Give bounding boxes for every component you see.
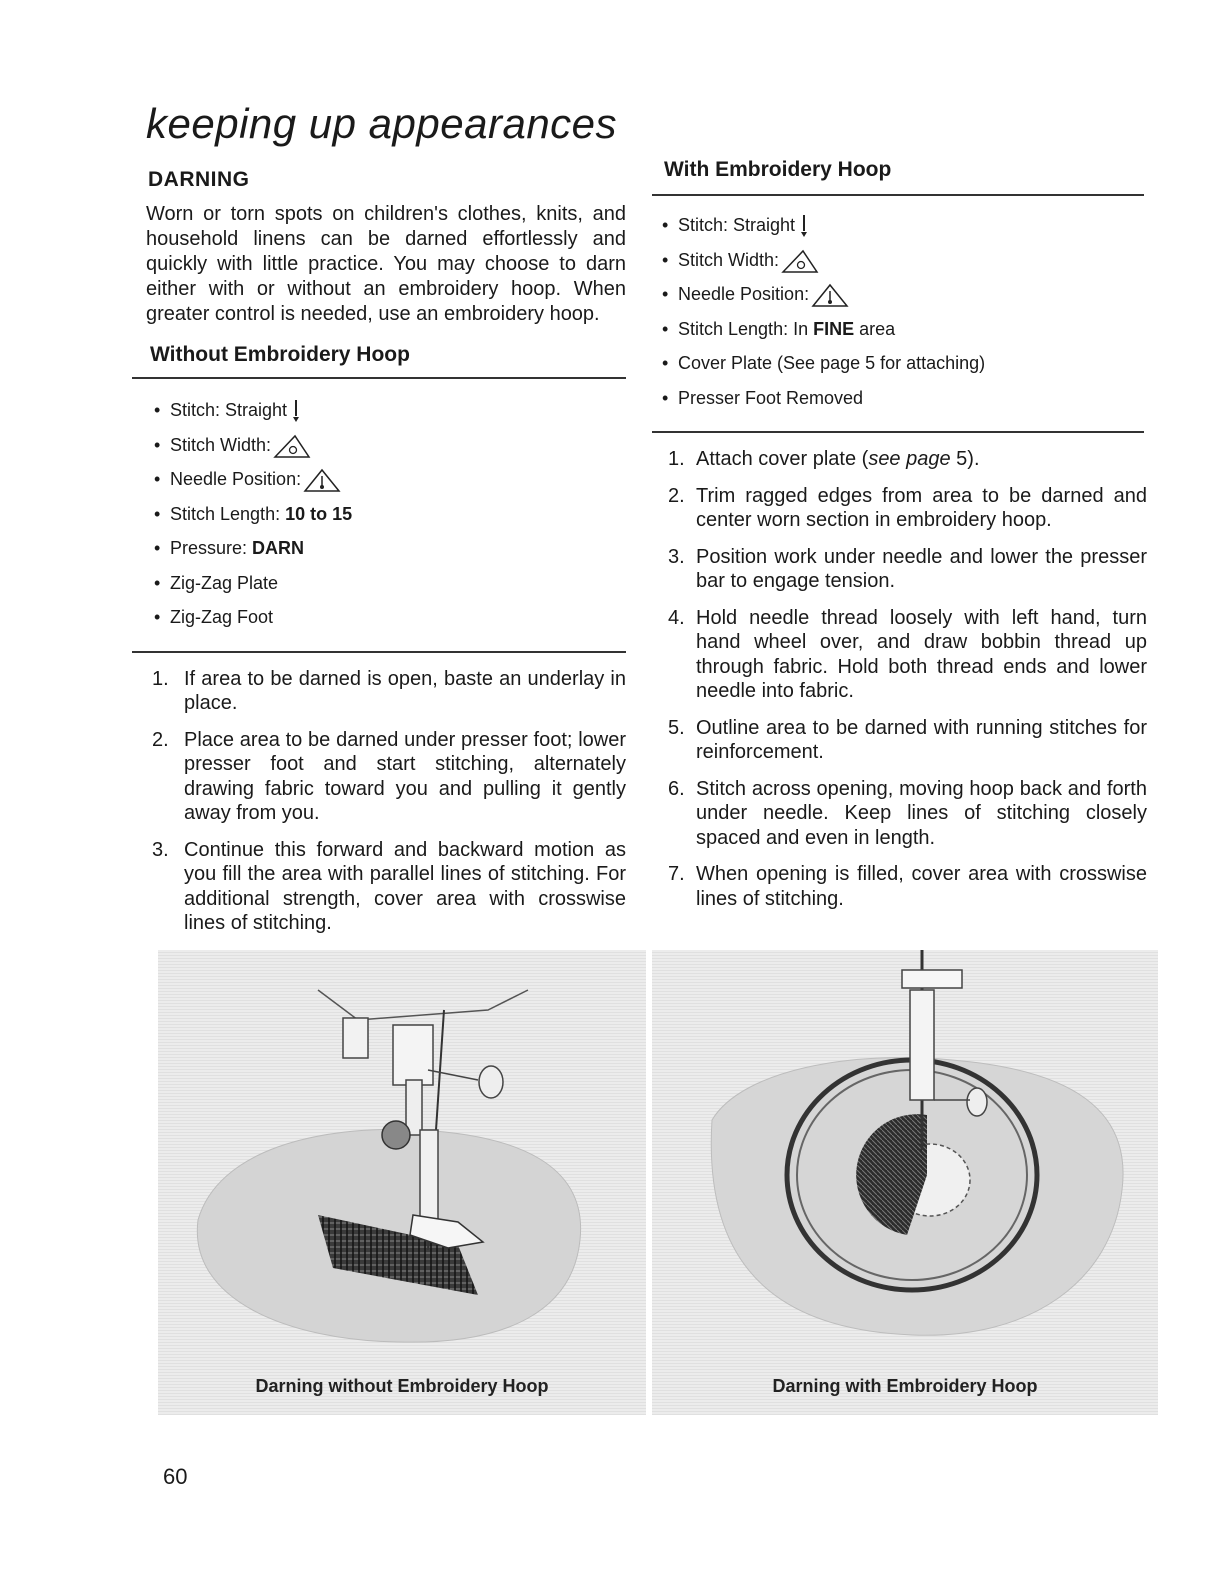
stitch-width-icon xyxy=(273,434,311,458)
setting-pressure: • Pressure: DARN xyxy=(154,538,305,558)
step-item: 5. Outline area to be darned with running stitches for reinforcement. xyxy=(668,716,1147,763)
needle-position-icon xyxy=(303,468,341,492)
step-item: 6. Stitch across opening, moving hoop back and forth under needle. Keep lines of stitching closely spaced and even in length. xyxy=(668,777,1147,849)
step-item: 1. Attach cover plate (see page 5). xyxy=(668,448,980,470)
right-column xyxy=(652,158,1147,923)
divider xyxy=(652,194,1144,196)
without-hoop-settings xyxy=(146,393,626,635)
setting-foot: • Presser Foot Removed xyxy=(662,387,864,408)
page-title: keeping up appearances xyxy=(146,100,618,147)
without-hoop-steps xyxy=(146,667,626,936)
figure-darning-without-hoop xyxy=(158,950,646,1415)
page-number: 60 xyxy=(163,1464,188,1489)
setting-width: • Stitch Width: xyxy=(662,243,1147,278)
setting-needle: • Needle Position: xyxy=(154,462,626,497)
divider xyxy=(132,651,626,653)
with-hoop-steps xyxy=(652,447,1147,911)
step-item: 2. Place area to be darned under presser foot; lower presser foot and start stitching, alternately drawing fabric toward you and pulling it gently away from you. xyxy=(152,728,626,824)
setting-cover-plate: • Cover Plate (See page 5 for attaching) xyxy=(662,353,986,373)
presser-foot-illustration xyxy=(158,950,646,1415)
step-item: 2. Trim ragged edges from area to be darned and center worn section in embroidery hoop. xyxy=(668,484,1147,531)
setting-needle: • Needle Position: xyxy=(662,277,1147,312)
divider xyxy=(652,431,1144,433)
embroidery-hoop-illustration xyxy=(652,950,1158,1415)
without-hoop-heading: Without Embroidery Hoop xyxy=(150,343,410,366)
straight-stitch-icon xyxy=(293,399,299,423)
left-column xyxy=(146,168,626,948)
step-item: 3. Continue this forward and backward motion as you fill the area with parallel lines of stitching. For additional strength, cover area with crosswise lines of stitching. xyxy=(152,838,626,934)
figure-caption: Darning with Embroidery Hoop xyxy=(772,1376,1038,1396)
step-item: 7. When opening is filled, cover area with crosswise lines of stitching. xyxy=(668,863,1147,910)
stitch-width-icon xyxy=(781,249,819,273)
straight-stitch-icon xyxy=(801,214,807,238)
step-item: 3. Position work under needle and lower the presser bar to engage tension. xyxy=(668,545,1147,592)
setting-stitch: • Stitch: Straight xyxy=(662,208,1147,243)
figure-caption: Darning without Embroidery Hoop xyxy=(255,1376,549,1396)
setting-stitch: • Stitch: Straight xyxy=(154,393,626,428)
setting-length: • Stitch Length: In FINE area xyxy=(662,318,896,339)
step-item: 4. Hold needle thread loosely with left hand, turn hand wheel over, and draw bobbin thread up through fabric. Hold both thread ends and lower needle into fabric. xyxy=(668,606,1147,702)
step-item: 1. If area to be darned is open, baste an underlay in place. xyxy=(152,667,626,714)
divider xyxy=(132,377,626,379)
with-hoop-heading: With Embroidery Hoop xyxy=(664,158,892,181)
setting-plate: • Zig-Zag Plate xyxy=(154,572,279,593)
needle-position-icon xyxy=(811,283,849,307)
figure-darning-with-hoop xyxy=(652,950,1158,1415)
with-hoop-settings xyxy=(652,208,1147,415)
setting-foot: • Zig-Zag Foot xyxy=(154,607,274,627)
setting-width: • Stitch Width: xyxy=(154,428,626,463)
setting-length: • Stitch Length: 10 to 15 xyxy=(154,503,353,524)
darning-intro: Worn or torn spots on children's clothes, knits, and household linens can be darned effortlessly and quickly with little practice. You may choose to darn either with or without an embroidery hoop. When greater control is needed, use an embroidery hoop. xyxy=(146,203,626,325)
darning-heading: DARNING xyxy=(148,168,250,191)
